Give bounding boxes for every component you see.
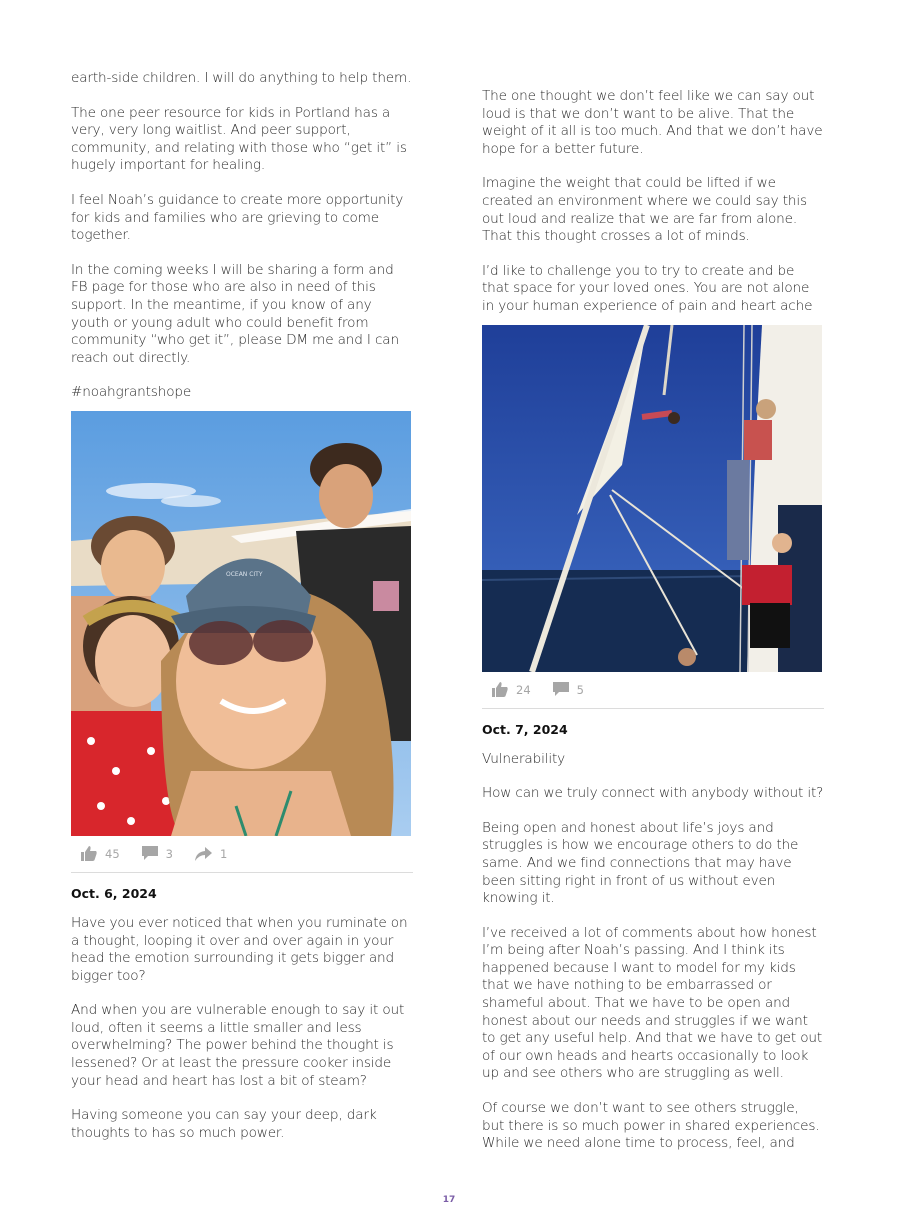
paragraph: Having someone you can say your deep, dark thoughts to has so much power. [71,1107,377,1141]
like-button[interactable] [81,846,120,861]
like-count: 24 [516,682,531,697]
left-column [71,70,413,1159]
beach-family-photo [71,411,411,836]
reaction-bar [71,836,413,873]
reaction-bar [482,672,824,709]
paragraph: Of course we don’t want to see others struggle, but there is so much power in shared experiences. While we need alone time to process, feel, and [482,1100,820,1152]
paragraph: The one thought we don’t feel like we can say out loud is that we don’t want to be alive. That the weight of it all is too much. And that we don’t have hope for a better future. [482,88,823,157]
thumbs-up-icon [81,846,97,861]
like-count: 45 [105,846,120,861]
like-button[interactable] [492,682,531,697]
post-date: Oct. 6, 2024 [71,885,157,901]
paragraph: earth-side children. I will do anything to help them. [71,70,412,86]
paragraph: I’ve received a lot of comments about how honest I’m being after Noah’s passing. And I think its happened because I want to model for my kids that we have nothing to be embarrassed or shameful about. That we have to be open and honest about our needs and struggles if we want to get any useful help. And that we have to get out of our own heads and hearts occasionally to look up and see others who are struggling as well. [482,924,823,1082]
paragraph: In the coming weeks I will be sharing a form and FB page for those who are also in need of this support. In the meantime, if you know of any youth or young adult who could benefit from community “who get it”, please DM me and I can reach out directly. [71,261,399,366]
right-column [482,88,824,1170]
hashtag: #noahgrantshope [71,384,192,401]
post-date: Oct. 7, 2024 [482,721,568,737]
share-button[interactable] [195,847,227,861]
hat-text: OCEAN CITY [226,570,263,578]
paragraph: Imagine the weight that could be lifted if we created an environment where we could say this out loud and realize that we are far from alone. That this thought crosses a lot of minds. [482,175,807,245]
comment-icon [553,682,569,697]
page-number: 17 [442,1195,456,1205]
comment-count: 5 [576,682,584,697]
comment-button[interactable] [553,682,584,697]
thumbs-up-icon [492,682,508,697]
paragraph: I feel Noah’s guidance to create more opportunity for kids and families who are grieving to come together. [71,191,404,244]
paragraph: And when you are vulnerable enough to say it out loud, often it seems a little smaller and less overwhelming? The power behind the thought is lessened? Or at least the pressure cooker inside your head and heart has lost a bit of steam? [71,1002,405,1089]
comment-button[interactable] [142,846,173,861]
paragraph: Have you ever noticed that when you ruminate on a thought, looping it over and over again in your head the emotion surrounding it gets bigger and bigger too? [71,914,408,984]
paragraph: Being open and honest about life’s joys and struggles is how we encourage others to do the same. And we find connections that may have been sitting right in front of us without even knowing it. [482,819,799,907]
share-count: 1 [219,846,228,861]
comment-icon [142,846,158,861]
sailboat-photo [482,325,822,672]
share-arrow-icon [195,847,212,861]
comment-count: 3 [165,846,173,861]
post-title: Vulnerability [482,750,566,767]
paragraph: The one peer resource for kids in Portland has a very, very long waitlist. And peer support, community, and relating with those who “get it” is hugely important for healing. [71,104,407,174]
paragraph: I’d like to challenge you to try to create and be that space for your loved ones. You are not alone in your human experience of pain and heart ache [482,262,813,314]
paragraph: How can we truly connect with anybody without it? [482,785,824,802]
